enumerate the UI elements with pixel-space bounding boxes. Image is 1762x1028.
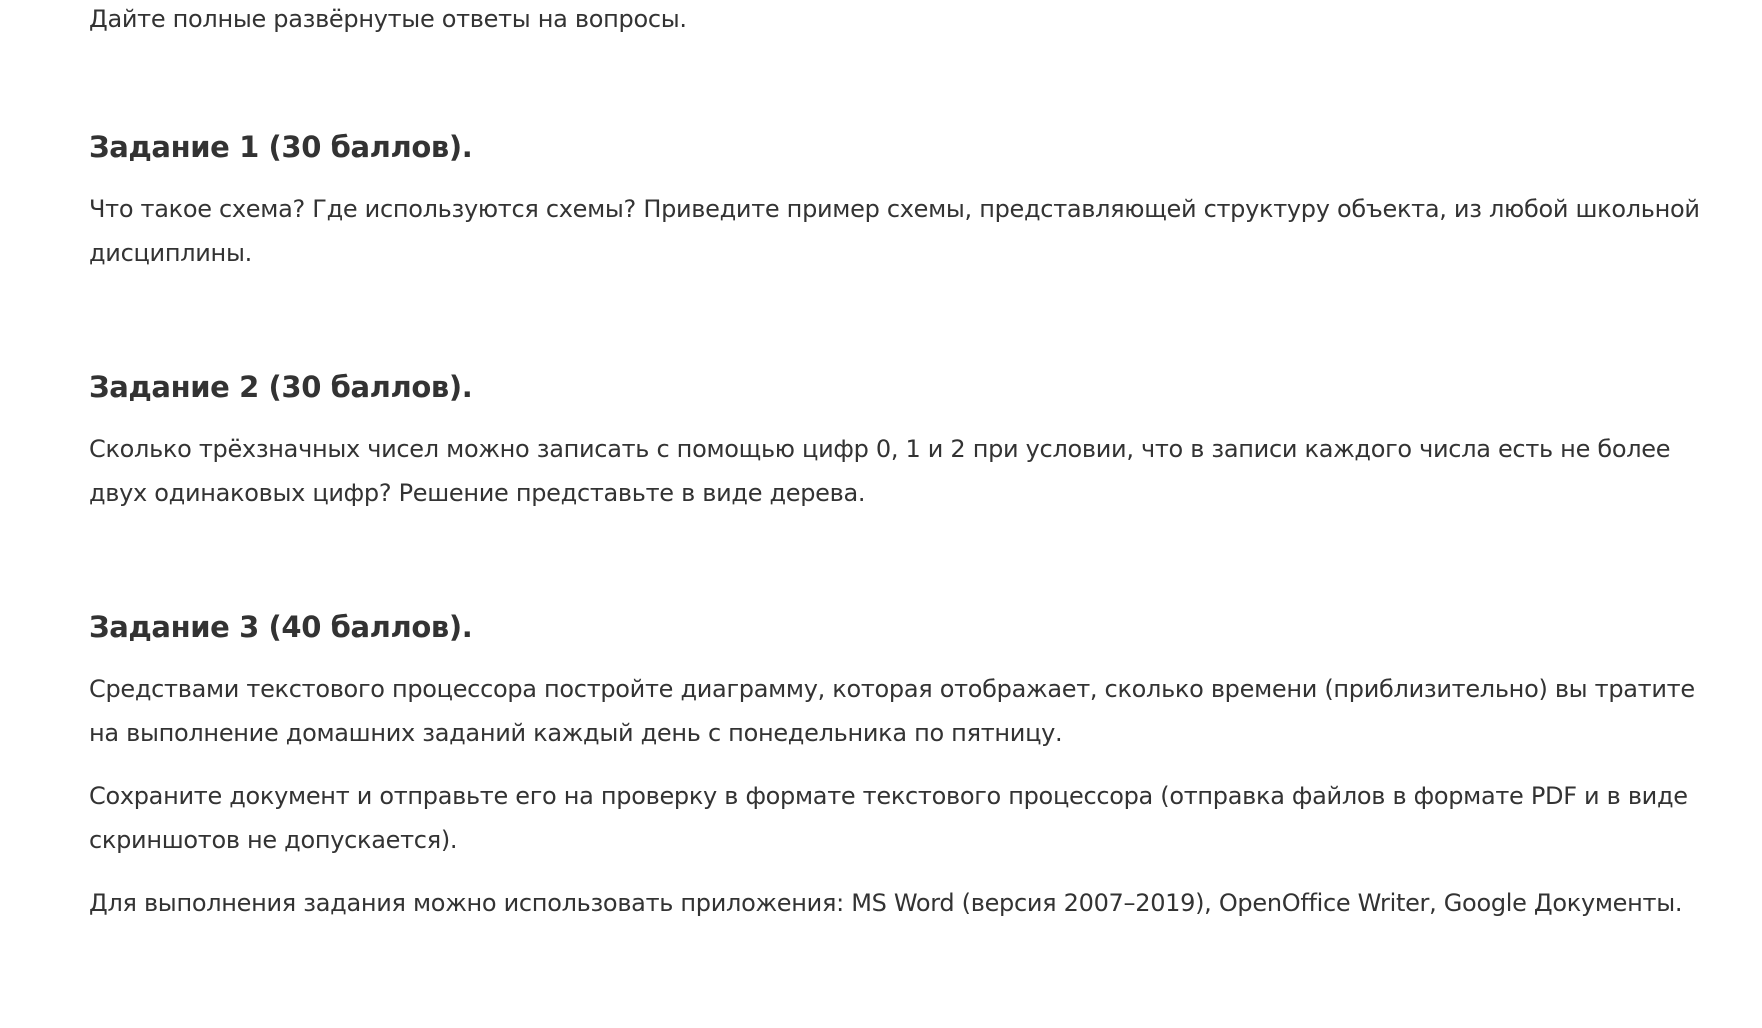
task-3-title: Задание 3 (40 баллов). bbox=[89, 610, 473, 644]
task-1-section bbox=[89, 127, 1702, 275]
task-1-text: Что такое схема? Где используются схемы? Приведите пример схемы, представляющей структуру объекта, из любой школьной дисциплины. bbox=[89, 195, 1700, 267]
task-3-submission-text: Сохраните документ и отправьте его на проверку в формате текстового процессора (отправка файлов в формате PDF и в виде скриншотов не допускается). bbox=[89, 782, 1688, 854]
task-3-section bbox=[89, 607, 1702, 925]
task-2-text: Сколько трёхзначных чисел можно записать с помощью цифр 0, 1 и 2 при условии, что в записи каждого числа есть не более двух одинаковых цифр? Решение представьте в виде дерева. bbox=[89, 435, 1671, 507]
task-3-text: Средствами текстового процессора постройте диаграмму, которая отображает, сколько времени (приблизительно) вы тратите на выполнение домашних заданий каждый день с понедельника по пятницу. bbox=[89, 675, 1695, 747]
task-1-title: Задание 1 (30 баллов). bbox=[89, 130, 473, 164]
task-2-title: Задание 2 (30 баллов). bbox=[89, 370, 473, 404]
intro-text: Дайте полные развёрнутые ответы на вопросы. bbox=[89, 5, 687, 33]
task-3-apps-text: Для выполнения задания можно использовать приложения: MS Word (версия 2007–2019), OpenOffice Writer, Google Документы. bbox=[89, 889, 1683, 917]
task-2-section bbox=[89, 367, 1702, 515]
